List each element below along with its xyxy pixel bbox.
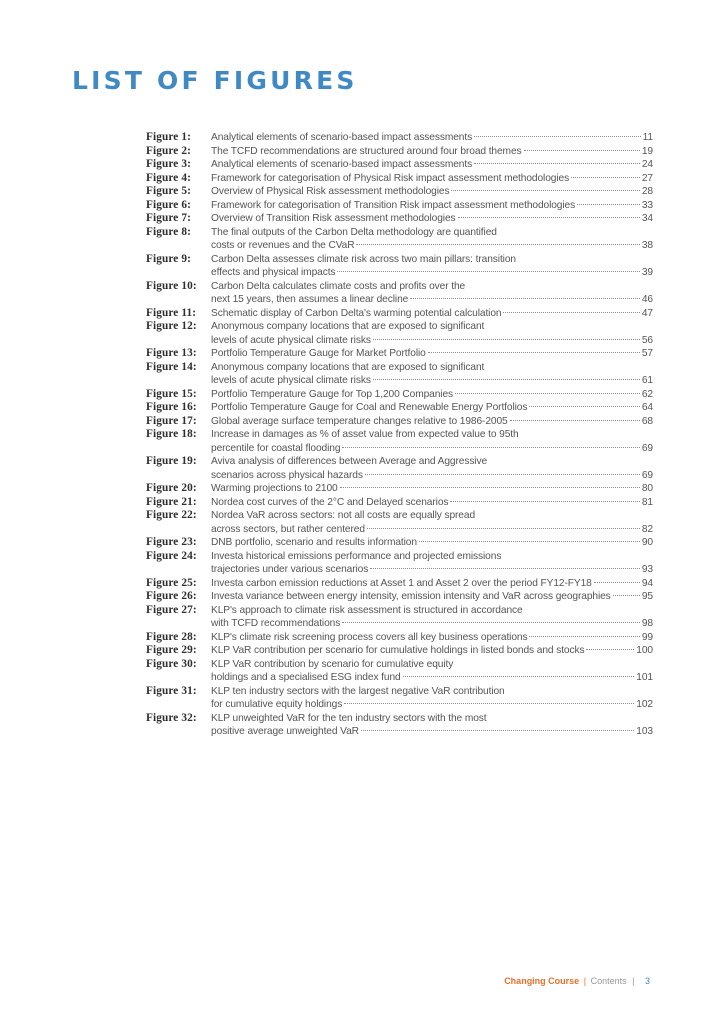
caption-text: percentile for coastal flooding — [211, 442, 341, 454]
figure-number: Figure 2: — [146, 144, 191, 157]
figure-page-number: 57 — [641, 348, 653, 359]
caption-text: with TCFD recommendations — [211, 618, 341, 629]
caption-line — [211, 199, 653, 213]
caption-text: The TCFD recommendations are structured around four broad themes — [211, 145, 522, 157]
figure-entry[interactable] — [146, 158, 653, 172]
caption-line — [211, 604, 653, 618]
caption-line — [211, 536, 653, 550]
figure-entry[interactable] — [146, 536, 653, 550]
figure-entry[interactable] — [146, 212, 653, 226]
figure-number: Figure 28: — [146, 630, 197, 643]
figure-number: Figure 22: — [146, 509, 197, 521]
figure-entry[interactable] — [146, 482, 653, 496]
dot-leader — [410, 298, 640, 299]
caption-line — [211, 482, 653, 496]
caption-line — [211, 185, 653, 199]
figure-page-number: 56 — [641, 334, 653, 346]
caption-line — [211, 320, 653, 334]
figure-entry[interactable] — [146, 428, 653, 455]
caption-line — [211, 361, 653, 375]
figure-caption — [211, 347, 653, 361]
figure-number: Figure 14: — [146, 360, 197, 373]
figure-number: Figure 5: — [146, 185, 191, 197]
figure-page-number: 99 — [641, 631, 653, 643]
caption-line — [211, 293, 653, 307]
figure-entry[interactable] — [146, 361, 653, 388]
figure-caption — [211, 185, 653, 199]
figure-entry[interactable] — [146, 644, 653, 658]
caption-line — [211, 280, 653, 294]
caption-text: for cumulative equity holdings — [211, 699, 343, 710]
caption-text: KLP VaR contribution per scenario for cumulative holdings in listed bonds and stocks — [211, 645, 585, 656]
figure-entry[interactable] — [146, 685, 653, 712]
figure-entry[interactable] — [146, 590, 653, 604]
figure-entry[interactable] — [146, 253, 653, 280]
figure-page-number: 47 — [641, 307, 653, 319]
figure-page-number: 69 — [641, 469, 653, 481]
dot-leader — [577, 204, 640, 205]
caption-text: effects and physical impacts — [211, 267, 336, 278]
figure-entry[interactable] — [146, 604, 653, 631]
dot-leader — [370, 568, 640, 569]
caption-line — [211, 712, 653, 726]
dot-leader — [344, 703, 634, 704]
caption-text: trajectories under various scenarios — [211, 564, 369, 575]
figure-entry[interactable] — [146, 145, 653, 159]
figure-number: Figure 6: — [146, 198, 191, 211]
figure-page-number: 39 — [641, 267, 653, 278]
caption-text: Nordea VaR across sectors: not all costs are equally spread — [211, 510, 476, 521]
dot-leader — [451, 190, 639, 191]
caption-text: Overview of Physical Risk assessment methodologies — [211, 186, 450, 197]
figure-caption — [211, 685, 653, 712]
figure-page-number: 90 — [641, 537, 653, 548]
caption-text: positive average unweighted VaR — [211, 726, 359, 737]
dot-leader — [458, 217, 640, 218]
figure-caption — [211, 212, 653, 226]
dot-leader — [373, 379, 640, 380]
figure-caption — [211, 388, 653, 402]
caption-text: KLP's climate risk screening process covers all key business operations — [211, 631, 528, 643]
figure-page-number: 100 — [636, 645, 653, 656]
figure-caption — [211, 428, 653, 455]
caption-line — [211, 550, 653, 564]
figure-page-number: 34 — [641, 213, 653, 224]
figure-number: Figure 29: — [146, 644, 197, 656]
figure-entry[interactable] — [146, 131, 653, 145]
figure-caption — [211, 644, 653, 658]
caption-text: levels of acute physical climate risks — [211, 375, 371, 386]
caption-line — [211, 226, 653, 240]
caption-text: Investa variance between energy intensity, emission intensity and VaR across geographies — [211, 591, 611, 602]
caption-line — [211, 334, 653, 348]
page-title: LIST OF FIGURES — [72, 66, 358, 95]
figure-number: Figure 31: — [146, 684, 197, 697]
figure-number: Figure 26: — [146, 590, 197, 602]
caption-line — [211, 455, 653, 469]
caption-text: Analytical elements of scenario-based impact assessments — [211, 159, 473, 170]
caption-line — [211, 428, 653, 442]
footer-contents-link[interactable]: Contents — [590, 976, 627, 986]
figure-page-number: 98 — [641, 618, 653, 629]
figure-entry[interactable] — [146, 307, 653, 321]
figure-page-number: 95 — [641, 591, 653, 602]
figure-entry[interactable] — [146, 226, 653, 253]
figures-list — [146, 131, 653, 739]
dot-leader — [342, 622, 640, 623]
caption-text: holdings and a specialised ESG index fund — [211, 672, 401, 683]
figure-entry[interactable] — [146, 185, 653, 199]
figure-page-number: 27 — [641, 172, 653, 184]
caption-text: The final outputs of the Carbon Delta methodology are quantified — [211, 226, 497, 238]
figure-number: Figure 20: — [146, 482, 197, 494]
caption-line — [211, 725, 653, 739]
figure-page-number: 19 — [641, 145, 653, 157]
figure-caption — [211, 401, 653, 415]
figure-number: Figure 30: — [146, 657, 197, 670]
caption-line — [211, 266, 653, 280]
figure-page-number: 81 — [641, 496, 653, 508]
caption-text: KLP unweighted VaR for the ten industry sectors with the most — [211, 712, 487, 724]
figure-number: Figure 32: — [146, 711, 197, 724]
figure-entry[interactable] — [146, 496, 653, 510]
caption-line — [211, 563, 653, 577]
figure-caption — [211, 320, 653, 347]
figure-caption — [211, 307, 653, 321]
figure-caption — [211, 658, 653, 685]
dot-leader — [403, 676, 635, 677]
caption-text: across sectors, but rather centered — [211, 523, 365, 535]
caption-text: Warming projections to 2100 — [211, 483, 338, 494]
figure-page-number: 103 — [636, 726, 653, 737]
caption-text: costs or revenues and the CVaR — [211, 240, 355, 251]
figure-number: Figure 8: — [146, 225, 191, 238]
dot-leader — [594, 582, 640, 583]
figure-entry[interactable] — [146, 347, 653, 361]
figure-page-number: 11 — [642, 132, 653, 143]
caption-line — [211, 658, 653, 672]
figure-page-number: 101 — [636, 672, 653, 683]
caption-line — [211, 374, 653, 388]
caption-line — [211, 671, 653, 685]
figure-entry[interactable] — [146, 577, 653, 591]
figure-entry[interactable] — [146, 401, 653, 415]
figure-page-number: 62 — [641, 388, 653, 400]
figure-number: Figure 27: — [146, 603, 197, 616]
figure-page-number: 24 — [641, 159, 653, 170]
figure-entry[interactable] — [146, 550, 653, 577]
caption-line — [211, 212, 653, 226]
caption-line — [211, 307, 653, 321]
figure-entry[interactable] — [146, 388, 653, 402]
caption-text: Carbon Delta calculates climate costs and profits over the — [211, 280, 466, 292]
figure-caption — [211, 712, 653, 739]
caption-line — [211, 698, 653, 712]
dot-leader — [524, 150, 640, 151]
dot-leader — [373, 339, 640, 340]
caption-line — [211, 347, 653, 361]
figure-caption — [211, 158, 653, 172]
dot-leader — [613, 595, 640, 596]
figure-entry[interactable] — [146, 509, 653, 536]
caption-text: KLP ten industry sectors with the largest negative VaR contribution — [211, 685, 505, 697]
dot-leader — [586, 649, 634, 650]
figure-caption — [211, 415, 653, 429]
figure-caption — [211, 536, 653, 550]
figure-number: Figure 11: — [146, 306, 197, 319]
caption-text: Portfolio Temperature Gauge for Top 1,200 Companies — [211, 388, 453, 400]
dot-leader — [365, 474, 640, 475]
caption-line — [211, 442, 653, 456]
caption-line — [211, 131, 653, 145]
caption-text: Overview of Transition Risk assessment methodologies — [211, 213, 456, 224]
dot-leader — [474, 163, 640, 164]
figure-page-number: 64 — [641, 402, 653, 413]
figure-number: Figure 23: — [146, 536, 197, 548]
caption-line — [211, 172, 653, 186]
figure-number: Figure 17: — [146, 414, 197, 427]
page-footer — [504, 976, 650, 986]
caption-line — [211, 509, 653, 523]
dot-leader — [356, 244, 639, 245]
figure-entry[interactable] — [146, 631, 653, 645]
figure-caption — [211, 482, 653, 496]
figure-number: Figure 1: — [146, 131, 191, 143]
caption-line — [211, 617, 653, 631]
caption-text: Carbon Delta assesses climate risk across two main pillars: transition — [211, 253, 516, 265]
figure-page-number: 28 — [641, 186, 653, 197]
dot-leader — [428, 352, 640, 353]
caption-line — [211, 158, 653, 172]
figure-entry[interactable] — [146, 172, 653, 186]
figure-caption — [211, 226, 653, 253]
dot-leader — [474, 136, 641, 137]
dot-leader — [510, 420, 640, 421]
figure-number: Figure 24: — [146, 549, 197, 562]
dot-leader — [455, 393, 640, 394]
figure-number: Figure 4: — [146, 171, 191, 184]
caption-text: levels of acute physical climate risks — [211, 334, 371, 346]
dot-leader — [529, 636, 639, 637]
figure-number: Figure 10: — [146, 279, 197, 292]
caption-line — [211, 145, 653, 159]
figure-page-number: 61 — [641, 375, 653, 386]
caption-text: Investa carbon emission reductions at Asset 1 and Asset 2 over the period FY12-FY18 — [211, 577, 592, 589]
figure-number: Figure 25: — [146, 576, 197, 589]
caption-text: Increase in damages as % of asset value from expected value to 95th — [211, 429, 519, 440]
caption-text: Schematic display of Carbon Delta's warming potential calculation — [211, 307, 502, 319]
figure-caption — [211, 590, 653, 604]
caption-text: Portfolio Temperature Gauge for Market Portfolio — [211, 348, 426, 359]
caption-text: Framework for categorisation of Transition Risk impact assessment methodologies — [211, 199, 576, 211]
caption-text: DNB portfolio, scenario and results information — [211, 537, 417, 548]
figure-number: Figure 7: — [146, 212, 191, 224]
figure-page-number: 80 — [641, 483, 653, 494]
caption-line — [211, 388, 653, 402]
figure-caption — [211, 145, 653, 159]
footer-publication-title: Changing Course — [504, 976, 580, 986]
figure-caption — [211, 199, 653, 213]
figure-number: Figure 9: — [146, 252, 191, 265]
dot-leader — [503, 312, 639, 313]
figure-number: Figure 18: — [146, 428, 197, 440]
footer-separator: | — [583, 976, 587, 986]
figure-page-number: 38 — [641, 240, 653, 251]
figure-entry[interactable] — [146, 712, 653, 739]
figure-number: Figure 19: — [146, 455, 197, 467]
figure-page-number: 69 — [641, 442, 653, 454]
figure-entry[interactable] — [146, 415, 653, 429]
dot-leader — [529, 406, 639, 407]
caption-line — [211, 496, 653, 510]
caption-text: Analytical elements of scenario-based impact assessments — [211, 132, 473, 143]
figure-caption — [211, 131, 653, 145]
figure-page-number: 46 — [641, 294, 653, 305]
figure-page-number: 68 — [641, 415, 653, 427]
caption-text: Aviva analysis of differences between Average and Aggressive — [211, 456, 488, 467]
caption-text: Nordea cost curves of the 2°C and Delayed scenarios — [211, 496, 449, 508]
caption-text: next 15 years, then assumes a linear decline — [211, 294, 409, 305]
figure-entry[interactable] — [146, 455, 653, 482]
caption-text: scenarios across physical hazards — [211, 469, 363, 481]
figure-caption — [211, 496, 653, 510]
figure-page-number: 33 — [641, 199, 653, 211]
caption-text: KLP's approach to climate risk assessment is structured in accordance — [211, 604, 523, 616]
figure-caption — [211, 509, 653, 536]
figure-number: Figure 15: — [146, 387, 197, 400]
figure-page-number: 102 — [636, 699, 653, 710]
figure-page-number: 82 — [641, 523, 653, 535]
footer-separator-2: | — [632, 976, 635, 986]
figure-caption — [211, 455, 653, 482]
figure-caption — [211, 577, 653, 591]
dot-leader — [367, 528, 640, 529]
dot-leader — [419, 541, 640, 542]
figure-caption — [211, 280, 653, 307]
figure-entry[interactable] — [146, 320, 653, 347]
figure-number: Figure 21: — [146, 495, 197, 508]
figure-entry[interactable] — [146, 280, 653, 307]
figure-caption — [211, 631, 653, 645]
caption-text: Anonymous company locations that are exposed to significant — [211, 321, 485, 332]
caption-line — [211, 401, 653, 415]
dot-leader — [450, 501, 639, 502]
caption-line — [211, 239, 653, 253]
dot-leader — [340, 487, 640, 488]
dot-leader — [361, 730, 634, 731]
caption-line — [211, 577, 653, 591]
figure-page-number: 94 — [641, 577, 653, 589]
figure-number: Figure 16: — [146, 401, 197, 413]
caption-line — [211, 590, 653, 604]
figure-number: Figure 13: — [146, 347, 197, 359]
footer-page-number: 3 — [644, 976, 650, 986]
dot-leader — [571, 177, 640, 178]
figure-caption — [211, 172, 653, 186]
caption-line — [211, 415, 653, 429]
caption-text: Anonymous company locations that are exposed to significant — [211, 361, 485, 373]
caption-text: Framework for categorisation of Physical Risk impact assessment methodologies — [211, 172, 570, 184]
caption-line — [211, 631, 653, 645]
figure-caption — [211, 550, 653, 577]
caption-text: Investa historical emissions performance and projected emissions — [211, 550, 502, 562]
caption-line — [211, 685, 653, 699]
figure-caption — [211, 253, 653, 280]
figure-number: Figure 12: — [146, 320, 197, 332]
figure-entry[interactable] — [146, 199, 653, 213]
caption-text: Portfolio Temperature Gauge for Coal and Renewable Energy Portfolios — [211, 402, 528, 413]
figure-caption — [211, 361, 653, 388]
caption-text: Global average surface temperature changes relative to 1986-2005 — [211, 415, 508, 427]
figure-page-number: 93 — [641, 564, 653, 575]
figure-caption — [211, 604, 653, 631]
figure-number: Figure 3: — [146, 158, 191, 170]
dot-leader — [342, 447, 639, 448]
caption-line — [211, 469, 653, 483]
caption-line — [211, 644, 653, 658]
caption-text: KLP VaR contribution by scenario for cumulative equity — [211, 658, 454, 670]
caption-line — [211, 253, 653, 267]
dot-leader — [337, 271, 639, 272]
figure-entry[interactable] — [146, 658, 653, 685]
caption-line — [211, 523, 653, 537]
